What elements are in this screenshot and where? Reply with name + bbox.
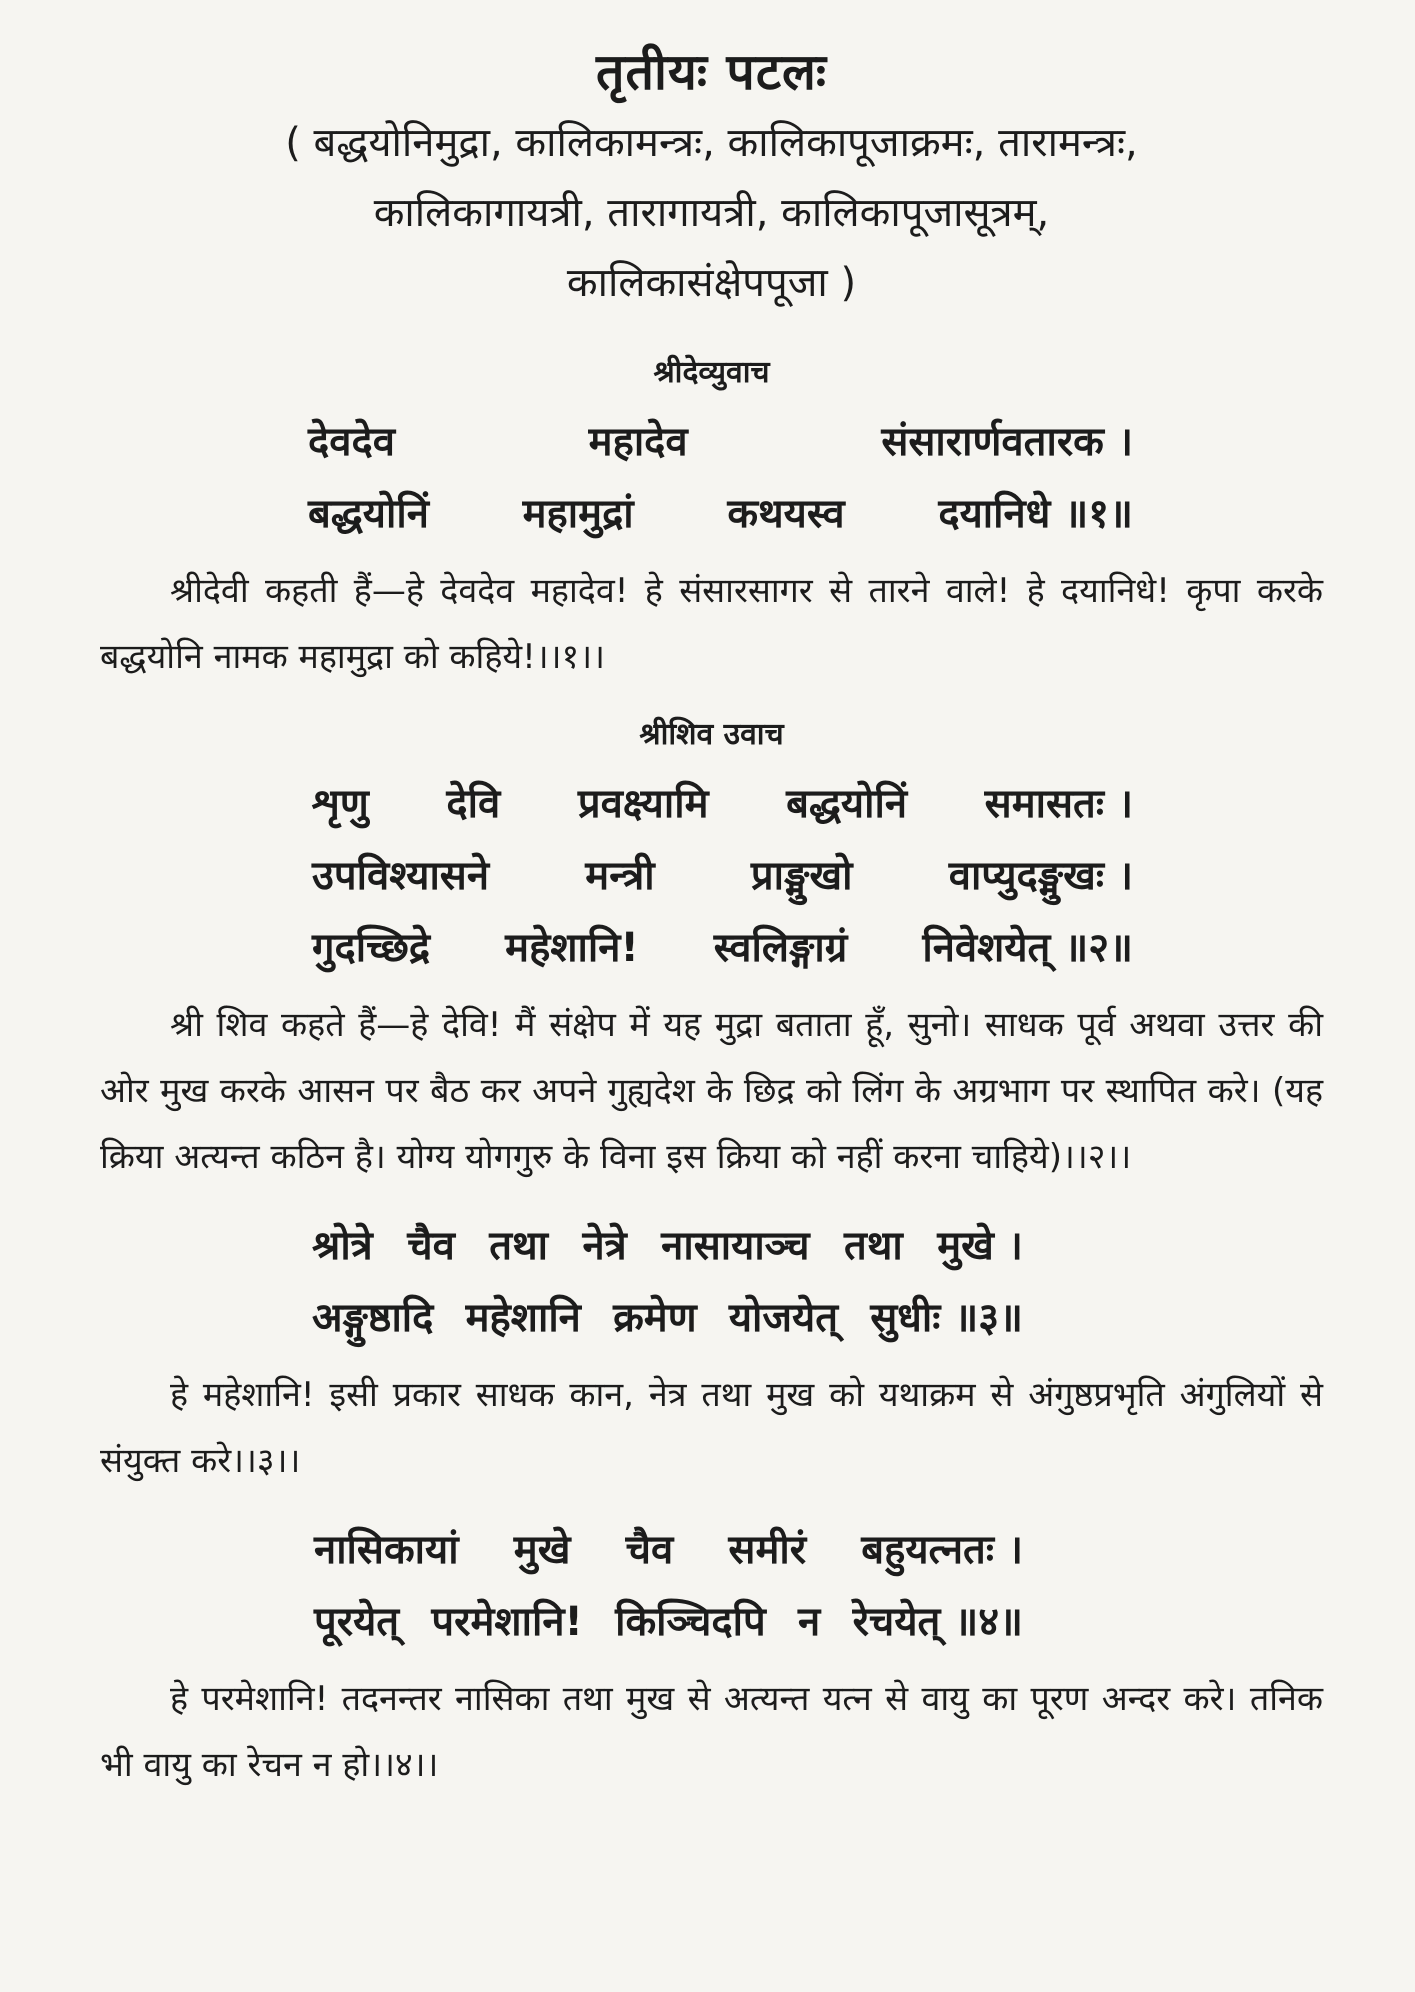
verse-word: देवदेव bbox=[308, 419, 395, 465]
verse-line bbox=[100, 1586, 1323, 1658]
verse-word: बहुयत्नतः । bbox=[861, 1527, 1023, 1573]
verse-3 bbox=[100, 1210, 1323, 1354]
verse-word: बद्धयोनिं bbox=[786, 781, 908, 827]
verse-4 bbox=[100, 1514, 1323, 1658]
verse-word: तथा bbox=[489, 1223, 549, 1269]
verse-word: श्रोत्रे bbox=[312, 1223, 373, 1269]
verse-word: प्रवक्ष्यामि bbox=[577, 781, 709, 827]
speaker-heading: श्रीशिव उवाच bbox=[639, 717, 784, 752]
contents-line: ( बद्धयोनिमुद्रा, कालिकामन्त्रः, कालिकापूजाक्रमः, तारामन्त्रः, bbox=[285, 120, 1138, 166]
verse-line bbox=[100, 768, 1323, 840]
verse-word: अङ्गुष्ठादि bbox=[312, 1295, 434, 1341]
verse-word: महामुद्रां bbox=[522, 491, 634, 537]
verse-word: संसारार्णवतारक । bbox=[881, 419, 1133, 465]
verse-word: बद्धयोनिं bbox=[308, 491, 429, 537]
verse-line bbox=[100, 1210, 1323, 1282]
verse-word: योजयेत् bbox=[728, 1295, 839, 1341]
verse-word: तथा bbox=[844, 1223, 903, 1269]
verse-word: नासायाञ्च bbox=[661, 1223, 810, 1269]
verse-word: दयानिधे ॥१॥ bbox=[938, 491, 1133, 537]
verse-word: रेचयेत् ॥४॥ bbox=[852, 1599, 1023, 1645]
verse-word: उपविश्यासने bbox=[312, 853, 490, 899]
contents-line: कालिकासंक्षेपपूजा ) bbox=[566, 260, 857, 306]
verse-line bbox=[100, 840, 1323, 912]
translation-paragraph: श्रीदेवी कहती हैं—हे देवदेव महादेव! हे संसारसागर से तारने वाले! हे दयानिधे! कृपा करके बद्धयोनि नामक महामुद्रा को कहिये!।।१।। bbox=[100, 571, 1323, 677]
translation-paragraph: श्री शिव कहते हैं—हे देवि! मैं संक्षेप में यह मुद्रा बताता हूँ, सुनो। साधक पूर्व अथवा उत्तर की ओर मुख करके आसन पर बैठ कर अपने गुह्यदेश के छिद्र को लिंग के अग्रभाग पर स्थापित करे। (यह क्रिया अत्यन्त कठिन है। योग्य योगगुरु के विना इस क्रिया को नहीं करना चाहिये)।।२।। bbox=[100, 1005, 1323, 1177]
verse-word: समीरं bbox=[728, 1527, 807, 1573]
verse-1 bbox=[100, 406, 1323, 550]
verse-word: समासतः । bbox=[984, 781, 1133, 827]
verse-word: परमेशानि! bbox=[431, 1599, 583, 1645]
verse-word: गुदच्छिद्रे bbox=[312, 925, 431, 971]
verse-word: पूरयेत् bbox=[314, 1599, 400, 1645]
verse-word: मुखे bbox=[513, 1527, 571, 1573]
verse-line bbox=[100, 406, 1323, 478]
verse-2 bbox=[100, 768, 1323, 984]
speaker-heading: श्रीदेव्युवाच bbox=[653, 355, 770, 390]
chapter-title: तृतीयः पटलः bbox=[595, 43, 828, 101]
translation-paragraph: हे परमेशानि! तदनन्तर नासिका तथा मुख से अत्यन्त यत्न से वायु का पूरण अन्दर करे। तनिक भी वायु का रेचन न हो।।४।। bbox=[100, 1679, 1323, 1785]
verse-word: महेशानि! bbox=[505, 925, 639, 971]
contents-line: कालिकागायत्री, तारागायत्री, कालिकापूजासूत्रम्, bbox=[373, 190, 1050, 236]
verse-word: निवेशयेत् ॥२॥ bbox=[922, 925, 1133, 971]
verse-word: सुधीः ॥३॥ bbox=[870, 1295, 1023, 1341]
verse-word: किञ्चिदपि bbox=[615, 1599, 766, 1645]
verse-word: वाप्युदङ्मुखः । bbox=[948, 853, 1133, 899]
verse-word: महादेव bbox=[588, 419, 688, 465]
verse-word: न bbox=[798, 1599, 821, 1645]
verse-word: मुखे । bbox=[937, 1223, 1023, 1269]
verse-line bbox=[100, 478, 1323, 550]
verse-word: मन्त्री bbox=[585, 853, 655, 899]
verse-word: नासिकायां bbox=[314, 1527, 459, 1573]
verse-word: स्वलिङ्गाग्रं bbox=[713, 925, 848, 971]
verse-line bbox=[100, 1514, 1323, 1586]
verse-word: चैव bbox=[625, 1527, 674, 1573]
translation-paragraph: हे महेशानि! इसी प्रकार साधक कान, नेत्र तथा मुख को यथाक्रम से अंगुष्ठप्रभृति अंगुलियों से संयुक्त करे।।३।। bbox=[100, 1375, 1323, 1481]
verse-line bbox=[100, 912, 1323, 984]
verse-word: क्रमेण bbox=[613, 1295, 697, 1341]
verse-word: प्राङ्मुखो bbox=[750, 853, 853, 899]
verse-word: महेशानि bbox=[465, 1295, 581, 1341]
verse-word: चैव bbox=[407, 1223, 455, 1269]
verse-word: शृणु bbox=[312, 781, 369, 827]
verse-line bbox=[100, 1282, 1323, 1354]
verse-word: कथयस्व bbox=[727, 491, 845, 537]
verse-word: नेत्रे bbox=[582, 1223, 627, 1269]
chapter-contents bbox=[100, 108, 1323, 318]
verse-word: देवि bbox=[446, 781, 501, 827]
